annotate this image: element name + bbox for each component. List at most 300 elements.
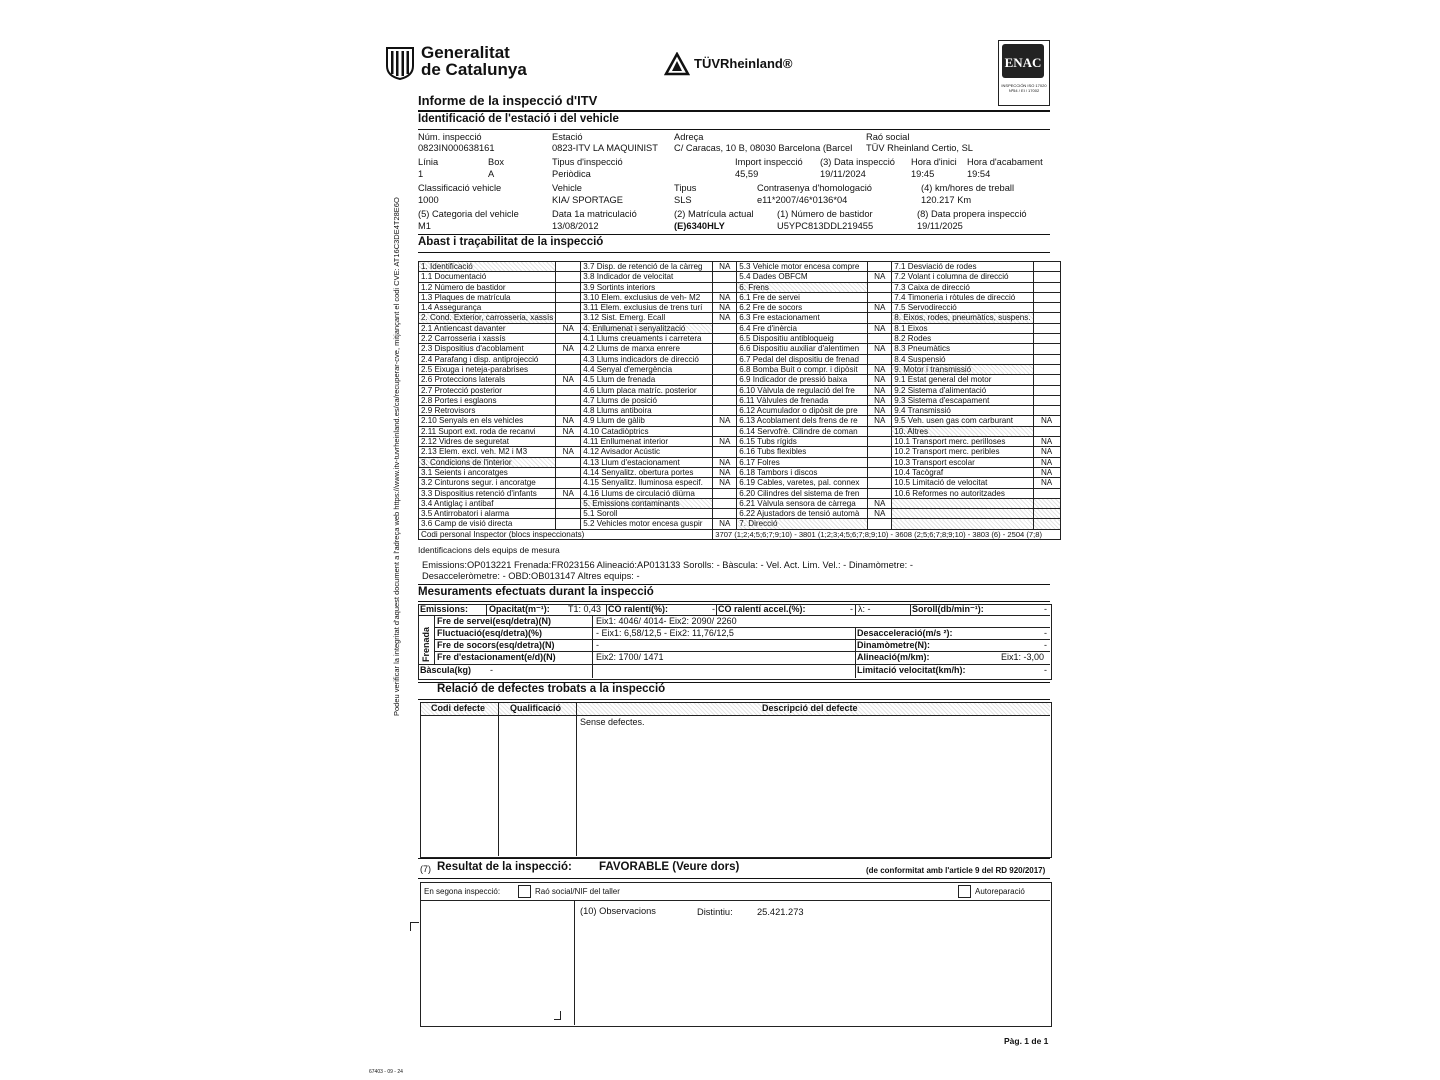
result-label: Resultat de la inspecció: [437, 861, 572, 873]
plate-value: (E)6340HLY [674, 221, 725, 231]
scope-item: 6.7 Pedal del dispositiu de frenad [737, 354, 868, 364]
scope-row [419, 437, 1061, 447]
scope-item-status [713, 488, 737, 498]
scope-item: 4.12 Avisador Acústic [581, 447, 713, 457]
scope-item-status: NA [868, 406, 892, 416]
scope-item: 6.15 Tubs rígids [737, 437, 868, 447]
scope-row [419, 385, 1061, 395]
field-label: (5) Categoria del vehicle [418, 209, 519, 219]
vehicle-class-value: 1000 [418, 195, 439, 205]
scope-item-status [868, 437, 892, 447]
scope-item-status [1033, 334, 1060, 344]
col-divider [486, 604, 487, 615]
scope-row [419, 323, 1061, 333]
col-divider [855, 627, 856, 678]
tuv-name: TÜVRheinland® [694, 56, 793, 71]
field-label: (3) Data inspecció [820, 157, 895, 167]
scope-item-status [556, 303, 581, 313]
workshop-label: Raó social/NIF del taller [535, 887, 620, 896]
field-label: Núm. inspecció [418, 132, 482, 142]
scope-item: 4.2 Llums de marxa enrere [581, 344, 713, 354]
col-divider [910, 604, 911, 615]
scope-item: 6. Frens [737, 282, 868, 292]
generalitat-emblem-icon [385, 46, 415, 80]
scope-item-status: NA [556, 344, 581, 354]
scope-item: 3.11 Elem. exclusius de trens turí [581, 303, 713, 313]
enac-seal [998, 40, 1050, 106]
scope-item: 3. Condicions de l'interior [419, 457, 556, 467]
scope-row [419, 262, 1061, 272]
scope-item: 6.17 Folres [737, 457, 868, 467]
scope-item: 6.8 Bomba Buit o compr. i dipòsit [737, 364, 868, 374]
equipment-title: Identificacions dels equips de mesura [418, 545, 560, 555]
scope-item-status [556, 364, 581, 374]
scope-item: 1.4 Assegurança [419, 303, 556, 313]
scope-item [892, 519, 1033, 529]
scope-item-status [556, 509, 581, 519]
scope-item-status [868, 313, 892, 323]
co-idle-label: CO ralentí(%): [608, 604, 669, 614]
result-rule [418, 878, 1050, 879]
scope-item: 1.3 Plaques de matrícula [419, 292, 556, 302]
scope-item: 3.1 Seients i ancoratges [419, 467, 556, 477]
scope-item-status [556, 282, 581, 292]
scope-item: 6.14 Servofrè. Cilindre de coman [737, 426, 868, 436]
company-value: TÜV Rheinland Certio, SL [866, 143, 973, 153]
scope-item-status: NA [713, 467, 737, 477]
speed-limit-label: Limitació velocitat(km/h): [857, 665, 966, 675]
scope-item: 8.3 Pneumàtics [892, 344, 1033, 354]
speed-limit-value: - [1044, 665, 1047, 675]
amount-value: 45,59 [735, 169, 759, 179]
scope-row [419, 488, 1061, 498]
field-label: Tipus d'inspecció [552, 157, 623, 167]
scope-item: 2.11 Suport ext. roda de recanvi [419, 426, 556, 436]
tuv-logo [664, 52, 824, 78]
fluctuation-label: Fluctuació(esq/detra)(%) [437, 628, 543, 638]
scope-item-status [713, 354, 737, 364]
scope-row [419, 457, 1061, 467]
braking-vertical-label: Frenada [421, 626, 431, 662]
defect-description-value: Sense defectes. [580, 717, 645, 727]
measurements-title: Mesuraments efectuats durant la inspecció [418, 586, 654, 598]
generalitat-logo [385, 44, 545, 84]
col-divider [574, 900, 575, 1025]
scope-item: 5.1 Soroll [581, 509, 713, 519]
field-label: (2) Matrícula actual [674, 209, 754, 219]
scope-item: 9.4 Transmissió [892, 406, 1033, 416]
col-divider [855, 604, 856, 615]
opacity-label: Opacitat(m⁻¹): [489, 604, 550, 614]
scope-item-status: NA [868, 498, 892, 508]
scope-item: 9.5 Veh. usen gas com carburant [892, 416, 1033, 426]
scope-item-status [1033, 272, 1060, 282]
scope-item: 3.7 Disp. de retenció de la càrreg [581, 262, 713, 272]
scope-item-status: NA [868, 395, 892, 405]
scope-item-status: NA [713, 457, 737, 467]
scope-item-status [1033, 303, 1060, 313]
field-label: Box [488, 157, 505, 167]
field-label: Tipus [674, 183, 697, 193]
parking-brake-value: Eix2: 1700/ 1471 [596, 652, 664, 662]
scope-row [419, 364, 1061, 374]
defects-title: Relació de defectes trobats a la inspecció [437, 683, 666, 695]
measure-rule-top [418, 584, 1050, 585]
scope-item-status [713, 426, 737, 436]
scope-item-status: NA [556, 488, 581, 498]
scope-item-status: NA [1033, 437, 1060, 447]
scope-item: 4.15 Senyalitz. lluminosa especif. [581, 478, 713, 488]
scope-item: 5. Emissions contaminants [581, 498, 713, 508]
scope-item-status [868, 457, 892, 467]
field-label: Contrasenya d'homologació [757, 183, 872, 193]
row-divider [420, 900, 1050, 901]
scope-item-status: NA [1033, 467, 1060, 477]
row-divider [420, 715, 1050, 716]
scope-item: 4.11 Enllumenat interior [581, 437, 713, 447]
alignment-label: Alineació(m/km): [857, 652, 930, 662]
scope-item: 10.3 Transport escolar [892, 457, 1033, 467]
scope-item: 6.5 Dispositiu antibloqueig [737, 334, 868, 344]
address-value: C/ Caracas, 10 B, 08030 Barcelona (Barcel [674, 143, 853, 153]
scope-item: 6.22 Ajustadors de tensió automà [737, 509, 868, 519]
scope-item-status [1033, 395, 1060, 405]
inspector-label: Codi personal Inspector (blocs inspeccionats) [419, 529, 713, 539]
parking-brake-label: Fre d'estacionament(e/d)(N) [437, 652, 556, 662]
vehicle-type-value: SLS [674, 195, 692, 205]
section2-rule-top [418, 234, 1050, 235]
scope-item: 4.14 Senyalitz. obertura portes [581, 467, 713, 477]
tuv-triangle-icon [664, 52, 690, 76]
defect-rating-header: Qualificació [510, 703, 562, 713]
service-brake-label: Fre de servei(esq/detra)(N) [437, 616, 552, 626]
scope-item-status [868, 447, 892, 457]
scope-item: 3.4 Antiglaç i antibaf [419, 498, 556, 508]
service-brake-value: Eix1: 4046/ 4014- Eix2: 2090/ 2260 [596, 616, 737, 626]
scope-item: 10. Altres [892, 426, 1033, 436]
scope-item: 5.2 Vehicles motor encesa guspir [581, 519, 713, 529]
scope-item: 4.7 Llums de posició [581, 395, 713, 405]
scope-item-status [1033, 282, 1060, 292]
scope-item-status [1033, 292, 1060, 302]
self-repair-checkbox-group[interactable] [958, 885, 1025, 898]
scope-row [419, 313, 1061, 323]
col-divider [576, 702, 577, 856]
scope-item: 3.5 Antirrobatori i alarma [419, 509, 556, 519]
scope-item: 4.10 Catadiòptrics [581, 426, 713, 436]
col-divider [498, 702, 499, 856]
opacity-value: T1: 0,43 [568, 604, 602, 614]
scale-label: Bàscula(kg) [420, 665, 472, 675]
scope-item-status [556, 262, 581, 272]
scope-item-status [556, 292, 581, 302]
vehicle-value: KIA/ SPORTAGE [552, 195, 623, 205]
scope-item-status [868, 292, 892, 302]
result-number: (7) [420, 864, 431, 874]
scope-item: 2.3 Dispositius d'acoblament [419, 344, 556, 354]
scope-item-status: NA [1033, 457, 1060, 467]
scope-item-status: NA [868, 375, 892, 385]
scope-row [419, 478, 1061, 488]
scope-item-status: NA [868, 509, 892, 519]
field-label: Línia [418, 157, 439, 167]
scope-item: 3.9 Sortints interiors [581, 282, 713, 292]
next-inspection-value: 19/11/2025 [917, 221, 963, 231]
title-rule [418, 110, 1050, 112]
scope-row [419, 334, 1061, 344]
generalitat-name-line2: de Catalunya [421, 60, 527, 79]
second-inspection-box [420, 882, 1052, 1027]
scope-item-status: NA [868, 385, 892, 395]
scope-item: 7.4 Timoneria i ròtules de direcció [892, 292, 1033, 302]
scope-item-status [1033, 488, 1060, 498]
scope-item-status: NA [713, 478, 737, 488]
scope-row [419, 447, 1061, 457]
scope-item: 10.6 Reformes no autoritzades [892, 488, 1033, 498]
self-repair-checkbox[interactable] [958, 885, 971, 898]
scope-item: 6.2 Fre de socors [737, 303, 868, 313]
scope-item: 6.19 Cables, varetes, pal. connex [737, 478, 868, 488]
emergency-brake-value: - [596, 640, 599, 650]
scope-item-status [713, 334, 737, 344]
scope-item: 1.1 Documentació [419, 272, 556, 282]
inspector-row [419, 529, 1061, 539]
scope-item: 2.7 Protecció posterior [419, 385, 556, 395]
scope-item: 6.12 Acumulador o dipòsit de pre [737, 406, 868, 416]
scope-item-status [868, 354, 892, 364]
scope-row [419, 467, 1061, 477]
scope-row [419, 292, 1061, 302]
scope-item-status [556, 457, 581, 467]
scope-item: 7.2 Volant i columna de direcció [892, 272, 1033, 282]
defects-rule [418, 699, 1050, 700]
scope-item: 5.3 Vehicle motor encesa compre [737, 262, 868, 272]
end-time-value: 19:54 [967, 169, 991, 179]
scope-item-status: NA [556, 426, 581, 436]
scope-item: 7.3 Caixa de direcció [892, 282, 1033, 292]
scope-item-status [713, 509, 737, 519]
scope-item-status [556, 354, 581, 364]
scope-item-status [1033, 354, 1060, 364]
scope-item-status [713, 406, 737, 416]
scope-item-status: NA [1033, 447, 1060, 457]
scope-item-status [1033, 323, 1060, 333]
result-legal-note: (de conformitat amb l'article 9 del RD 920/2017) [866, 866, 1046, 875]
scope-item: 10.5 Limitació de velocitat [892, 478, 1033, 488]
co-accel-value: - [850, 604, 853, 614]
scope-item-status: NA [868, 364, 892, 374]
badge-label: Distintiu: [697, 907, 733, 917]
fluctuation-value: - Eix1: 6,58/12,5 - Eix2: 11,76/12,5 [596, 628, 734, 638]
result-rule-top [418, 858, 1050, 859]
scale-value: - [490, 665, 493, 675]
scope-item [892, 509, 1033, 519]
scope-item-status [556, 498, 581, 508]
vehicle-category-value: M1 [418, 221, 431, 231]
second-inspection-label: En segona inspecció: [424, 887, 501, 896]
inspection-date-value: 19/11/2024 [820, 169, 866, 179]
scope-item: 7.1 Desviació de rodes [892, 262, 1033, 272]
scope-item: 6.18 Tambors i discos [737, 467, 868, 477]
scope-row [419, 426, 1061, 436]
inspection-number: 0823IN000638161 [418, 143, 495, 153]
scope-item-status [713, 272, 737, 282]
scope-item-status: NA [713, 519, 737, 529]
scope-item-status [1033, 313, 1060, 323]
dynamometer-label: Dinamòmetre(N): [857, 640, 931, 650]
scope-item-status [713, 323, 737, 333]
scope-item-status: NA [713, 292, 737, 302]
scope-row [419, 344, 1061, 354]
generalitat-name-line1: Generalitat [421, 43, 510, 62]
scope-row [419, 416, 1061, 426]
scope-item: 3.8 Indicador de velocitat [581, 272, 713, 282]
scope-item: 6.1 Fre de servei [737, 292, 868, 302]
scope-item-status: NA [868, 416, 892, 426]
col-divider [716, 604, 717, 615]
scope-item: 3.12 Sist. Emerg. Ecall [581, 313, 713, 323]
field-label: Data 1a matriculació [552, 209, 637, 219]
scope-item-status: NA [713, 313, 737, 323]
scope-item-status [556, 519, 581, 529]
report-title: Informe de la inspecció d'ITV [418, 93, 598, 108]
scope-item-status [556, 406, 581, 416]
scope-item: 9.1 Estat general del motor [892, 375, 1033, 385]
dynamometer-value: - [1044, 640, 1047, 650]
scope-item: 2.6 Proteccions laterals [419, 375, 556, 385]
enac-accreditation-text: INSPECCIÓN ISO 17020 Nº54 / EI / 17002 [1001, 83, 1047, 93]
form-code: 67403 - 09 - 24 [369, 1069, 403, 1075]
scope-item: 4.9 Llum de gàlib [581, 416, 713, 426]
field-label: Estació [552, 132, 583, 142]
scope-item: 2.12 Vidres de seguretat [419, 437, 556, 447]
scope-item: 4.8 Llums antiboira [581, 406, 713, 416]
scope-item: 4.5 Llum de frenada [581, 375, 713, 385]
deceleration-label: Desacceleració(m/s ²): [857, 628, 953, 638]
section2-rule [418, 252, 1050, 253]
scope-item: 4. Enllumenat i senyalització [581, 323, 713, 333]
scope-item: 6.13 Acoblament dels frens de re [737, 416, 868, 426]
scope-item: 6.21 Vàlvula sensora de càrrega [737, 498, 868, 508]
scope-item-status: NA [556, 416, 581, 426]
scope-item-status [868, 478, 892, 488]
scope-item: 2.4 Parafang i disp. antiprojecció [419, 354, 556, 364]
measure-rule [418, 601, 1050, 602]
scope-item-status [713, 447, 737, 457]
scope-item-status [868, 282, 892, 292]
scope-item: 4.13 Llum d'estacionament [581, 457, 713, 467]
scope-item: 3.2 Cinturons segur. i ancoratge [419, 478, 556, 488]
field-label: (4) km/hores de treball [921, 183, 1015, 193]
start-time-value: 19:45 [911, 169, 935, 179]
emissions-label: Emissions: [420, 604, 469, 614]
page-number: Pàg. 1 de 1 [1004, 1036, 1049, 1046]
scope-row [419, 498, 1061, 508]
col-divider [592, 615, 593, 678]
field-label: Raó social [866, 132, 910, 142]
badge-value: 25.421.273 [757, 907, 804, 917]
scope-item-status [713, 375, 737, 385]
scope-item: 10.4 Tacògraf [892, 467, 1033, 477]
scope-item-status: NA [556, 375, 581, 385]
defects-table [420, 702, 1052, 858]
vin-value: U5YPC813DDL219455 [777, 221, 874, 231]
scope-item-status [1033, 426, 1060, 436]
scope-item-status [556, 395, 581, 405]
scope-item: 6.20 Cilindres del sistema de fren [737, 488, 868, 498]
scope-item-status: NA [868, 272, 892, 282]
scope-item-status [556, 272, 581, 282]
scope-item: 6.4 Fre d'inèrcia [737, 323, 868, 333]
scope-item: 7.5 Servodirecció [892, 303, 1033, 313]
scope-item-status: NA [713, 416, 737, 426]
emergency-brake-label: Fre de socors(esq/detra)(N) [437, 640, 555, 650]
defect-code-header: Codi defecte [431, 703, 486, 713]
section-scope-title: Abast i traçabilitat de la inspecció [418, 236, 604, 248]
workshop-checkbox[interactable] [518, 885, 531, 898]
scope-row [419, 509, 1061, 519]
scope-item: 10.2 Transport merc. peribles [892, 447, 1033, 457]
scope-item: 8.4 Suspensió [892, 354, 1033, 364]
scope-row [419, 375, 1061, 385]
scope-item: 1.2 Número de bastidor [419, 282, 556, 292]
field-label: Import inspecció [735, 157, 803, 167]
scope-item: 4.3 Llums indicadors de direcció [581, 354, 713, 364]
equipment-line1: Emissions:OP013221 Frenada:FR023156 Alineació:AP013133 Sorolls: - Bàscula: - Vel. Act. Lim. Vel.: - Dinamòmetre: - [422, 560, 913, 570]
field-label: Adreça [674, 132, 704, 142]
scope-item: 3.6 Camp de visió directa [419, 519, 556, 529]
verification-side-text: Podeu verificar la integritat d'aquest document a l'adreça web https://www.itv-tuvrheinland.es/ca/recuperar-cve, mitjançant el codi CVE: AT16C3DE4T28E6O [392, 197, 401, 716]
line-value: 1 [418, 169, 424, 179]
scope-item: 6.16 Tubs flexibles [737, 447, 868, 457]
homologation-value: e11*2007/46*0136*04 [757, 195, 848, 205]
scope-item: 2.5 Eixuga i neteja-parabrises [419, 364, 556, 374]
scope-item: 7. Direcció [737, 519, 868, 529]
scope-item-status [713, 364, 737, 374]
scope-item: 10.1 Transport merc. perilloses [892, 437, 1033, 447]
scope-item-status [1033, 509, 1060, 519]
field-label: Hora d'acabament [967, 157, 1043, 167]
inspector-value: 3707 (1;2;4;5;6;7;9;10) - 3801 (1;2;3;4;5;6;7;8;9;10) - 3608 (2;5;6;7;8;9;10) - 3803 (6) - 2504 (7;8) [713, 529, 1060, 539]
scope-item: 8.1 Eixos [892, 323, 1033, 333]
station-value: 0823-ITV LA MAQUINIST [552, 143, 658, 153]
scope-item-status [713, 395, 737, 405]
equipment-line2: Desacceleròmetre: - OBD:OB013147 Altres equips: - [422, 571, 640, 581]
scope-item-status [713, 344, 737, 354]
scope-item-status [868, 467, 892, 477]
corner-mark [410, 922, 419, 931]
scope-row [419, 395, 1061, 405]
scope-item-status [556, 467, 581, 477]
scope-item: 8.2 Rodes [892, 334, 1033, 344]
observations-label: (10) Observacions [580, 906, 656, 916]
scope-item-status: NA [713, 437, 737, 447]
scope-item-status [1033, 344, 1060, 354]
scope-item-status [713, 498, 737, 508]
workshop-checkbox-group[interactable] [518, 885, 620, 898]
scope-item: 2.13 Elem. excl. veh. M2 i M3 [419, 447, 556, 457]
result-value: FAVORABLE (Veure dors) [599, 861, 740, 873]
scope-item: 4.16 Llums de circulació diürna [581, 488, 713, 498]
scope-item [892, 498, 1033, 508]
scope-item-status: NA [868, 303, 892, 313]
scope-item-status [1033, 385, 1060, 395]
inspection-type-value: Periòdica [552, 169, 591, 179]
defect-description-header: Descripció del defecte [762, 703, 858, 713]
scope-item: 4.6 Llum placa matríc. posterior [581, 385, 713, 395]
scope-item: 6.3 Fre estacionament [737, 313, 868, 323]
deceleration-value: - [1044, 628, 1047, 638]
